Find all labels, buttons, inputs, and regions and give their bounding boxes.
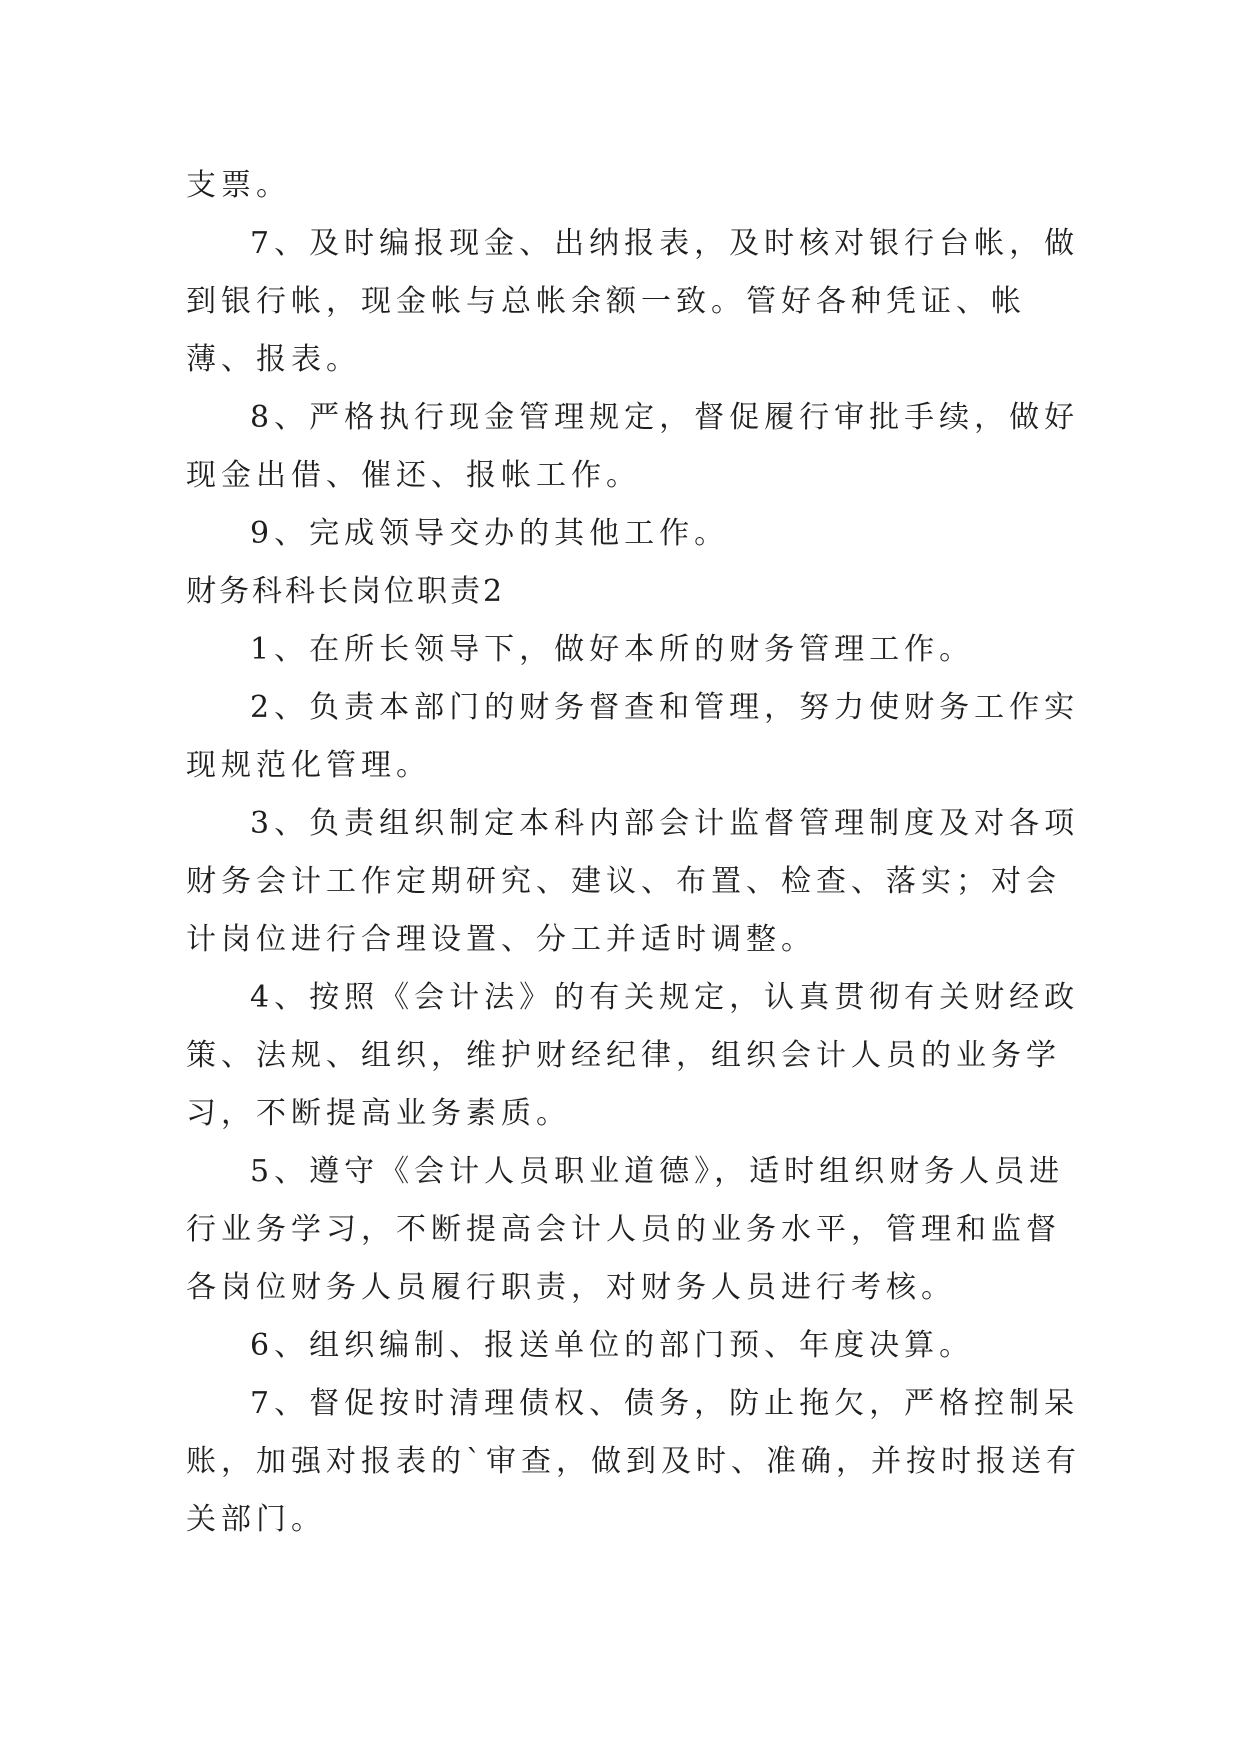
paragraph-item-7b: 7、督促按时清理债权、债务，防止拖欠，严格控制呆账，加强对报表的`审查，做到及时、准确，并按时报送有关部门。 [186,1386,1081,1537]
paragraph-item-9: 9、完成领导交办的其他工作。 [250,516,730,551]
document-page [186,157,1086,1549]
paragraph-item-3: 3、负责组织制定本科内部会计监督管理制度及对各项财务会计工作定期研究、建议、布置、检查、落实；对会计岗位进行合理设置、分工并适时调整。 [186,806,1080,957]
paragraph-item-7: 7、及时编报现金、出纳报表，及时核对银行台帐，做到银行帐，现金帐与总帐余额一致。管好各种凭证、帐薄、报表。 [186,226,1080,377]
paragraph-continuation: 支票。 [186,168,291,203]
paragraph-item-6: 6、组织编制、报送单位的部门预、年度决算。 [250,1328,975,1363]
paragraph-item-4: 4、按照《会计法》的有关规定，认真贯彻有关财经政策、法规、组织，维护财经纪律，组织会计人员的业务学习，不断提高业务素质。 [186,980,1080,1131]
paragraph-item-1: 1、在所长领导下，做好本所的财务管理工作。 [250,632,975,667]
paragraph-item-5: 5、遵守《会计人员职业道德》，适时组织财务人员进行业务学习，不断提高会计人员的业务水平，管理和监督各岗位财务人员履行职责，对财务人员进行考核。 [186,1154,1065,1305]
paragraph-item-8: 8、严格执行现金管理规定，督促履行审批手续，做好现金出借、催还、报帐工作。 [186,400,1080,493]
paragraph-item-2: 2、负责本部门的财务督查和管理，努力使财务工作实现规范化管理。 [186,690,1080,783]
section-heading: 财务科科长岗位职责2 [186,574,506,609]
